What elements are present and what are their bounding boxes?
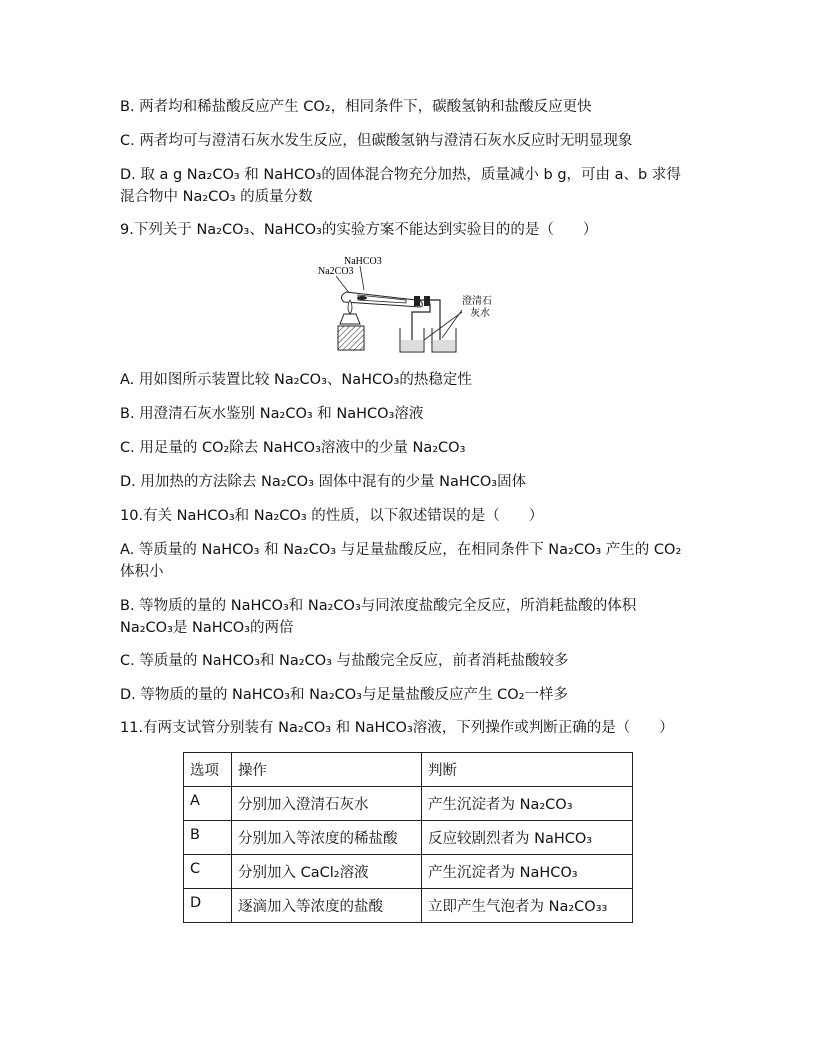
option-10a-line2: 体积小: [120, 564, 164, 580]
label-na2co3: Na2CO3: [318, 266, 354, 277]
label-nahco3: NaHCO3: [344, 256, 382, 267]
header-judgement: 判断: [422, 753, 633, 787]
row-judgement: 产生沉淀者为 NaHCO₃: [422, 855, 633, 889]
header-operation: 操作: [232, 753, 422, 787]
option-9b: B. 用澄清石灰水鉴别 Na₂CO₃ 和 NaHCO₃溶液: [120, 406, 424, 422]
option-9c: C. 用足量的 CO₂除去 NaHCO₃溶液中的少量 Na₂CO₃: [120, 440, 466, 456]
row-operation: 分别加入 CaCl₂溶液: [232, 855, 422, 889]
row-option: C: [184, 855, 232, 889]
limewater-1: [401, 340, 423, 351]
option-8d-line2: 混合物中 Na₂CO₃ 的质量分数: [120, 189, 313, 205]
label-limewater-line2: 灰水: [470, 308, 490, 319]
option-10c: C. 等质量的 NaHCO₃和 Na₂CO₃ 与盐酸完全反应，前者消耗盐酸较多: [120, 653, 569, 669]
option-9d: D. 用加热的方法除去 Na₂CO₃ 固体中混有的少量 NaHCO₃固体: [120, 474, 527, 490]
table-header-row: [184, 753, 633, 787]
table-row: [184, 787, 633, 821]
option-8d-line1: D. 取 a g Na₂CO₃ 和 NaHCO₃的固体混合物充分加热，质量减小 b g，可由 a、b 求得: [120, 167, 681, 183]
option-9a: A. 用如图所示装置比较 Na₂CO₃、NaHCO₃的热稳定性: [120, 372, 472, 388]
stand-block: [338, 326, 364, 350]
row-option: A: [184, 787, 232, 821]
stopper-1: [414, 296, 420, 306]
question-9: 9.下列关于 Na₂CO₃、NaHCO₃的实验方案不能达到实验目的的是（ ）: [120, 222, 598, 238]
option-8b: B. 两者均和稀盐酸反应产生 CO₂，相同条件下，碳酸氢钠和盐酸反应更快: [120, 99, 592, 115]
option-8c: C. 两者均可与澄清石灰水发生反应，但碳酸氢钠与澄清石灰水反应时无明显现象: [120, 133, 633, 149]
row-judgement: 产生沉淀者为 Na₂CO₃: [422, 787, 633, 821]
row-judgement: 反应较剧烈者为 NaHCO₃: [422, 821, 633, 855]
row-operation: 分别加入等浓度的稀盐酸: [232, 821, 422, 855]
alcohol-lamp: [340, 314, 360, 324]
table-row: [184, 889, 633, 923]
option-10d: D. 等物质的量的 NaHCO₃和 Na₂CO₃与足量盐酸反应产生 CO₂一样多: [120, 687, 568, 703]
row-operation: 逐滴加入等浓度的盐酸: [232, 889, 422, 923]
row-option: B: [184, 821, 232, 855]
question-11: 11.有两支试管分别装有 Na₂CO₃ 和 NaHCO₃溶液，下列操作或判断正确的是（ ）: [120, 720, 674, 736]
apparatus-figure: [316, 252, 506, 356]
pointer-nahco3: [360, 266, 364, 290]
row-option: D: [184, 889, 232, 923]
label-limewater-line1: 澄清石: [462, 296, 492, 307]
table-row: [184, 821, 633, 855]
limewater-2: [433, 340, 455, 351]
option-10a-line1: A. 等质量的 NaHCO₃ 和 Na₂CO₃ 与足量盐酸反应，在相同条件下 Na₂CO₃ 产生的 CO₂: [120, 542, 682, 558]
table-row: [184, 855, 633, 889]
options-table: [183, 752, 633, 923]
pointer-na2co3: [336, 276, 350, 294]
solid-sample: [357, 296, 367, 300]
option-10b-line1: B. 等物质的量的 NaHCO₃和 Na₂CO₃与同浓度盐酸完全反应，所消耗盐酸的体积: [120, 598, 637, 614]
option-10b-line2: Na₂CO₃是 NaHCO₃的两倍: [120, 620, 294, 636]
row-judgement: 立即产生气泡者为 Na₂CO₃₃: [422, 889, 633, 923]
row-operation: 分别加入澄清石灰水: [232, 787, 422, 821]
header-option: 选项: [184, 753, 232, 787]
question-10: 10.有关 NaHCO₃和 Na₂CO₃ 的性质，以下叙述错误的是（ ）: [120, 508, 544, 524]
